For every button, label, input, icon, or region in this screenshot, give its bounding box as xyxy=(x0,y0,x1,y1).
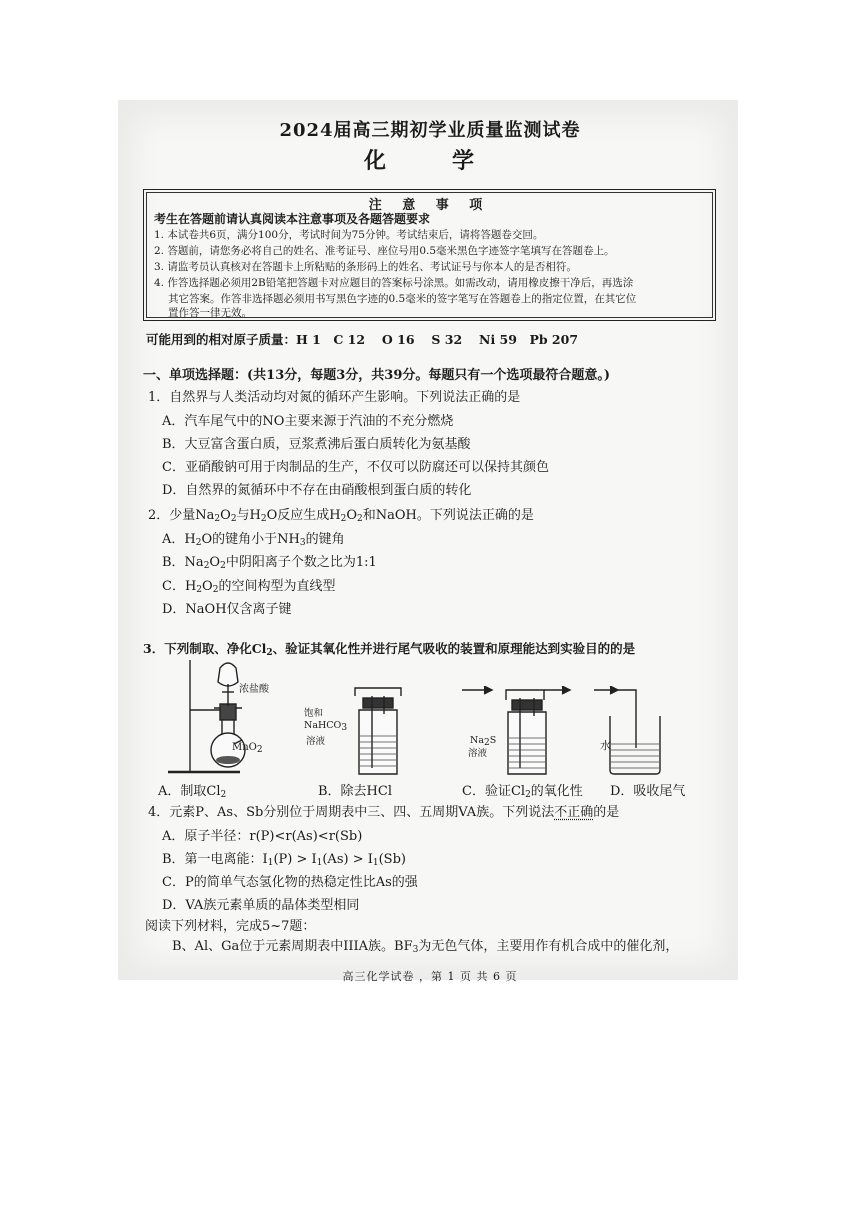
notice-item: 其它答案。作答非选择题必须用书写黑色字迹的0.5毫米的签字笔写在答题卷上的指定位置，在其它位 xyxy=(168,293,637,305)
label-saturated: 饱和 xyxy=(304,708,324,719)
notice-item: 2. 答题前，请您务必将自己的姓名、准考证号、座位号用0.5毫米黑色字迹签字笔填写在答题卷上。 xyxy=(154,245,615,257)
reading-material: B、Al、Ga位于元素周期表中IIIA族。$BF_3$为无色气体，主要用作有机合成中的催化剂， xyxy=(172,939,679,955)
label-nahco3: NaHCO$_3$ xyxy=(304,720,348,733)
caption-a: A．制取$Cl_2$ xyxy=(158,784,227,800)
q2-option-c: C．$H_2O_2$的空间构型为直线型 xyxy=(162,579,336,595)
notice-box xyxy=(143,189,716,321)
q4-option-c: C．P的简单气态氢化物的热稳定性比As的强 xyxy=(162,875,418,890)
label-mno2: MnO$_2$ xyxy=(232,742,263,755)
apparatus-b-diagram xyxy=(345,686,415,778)
question-3-stem: 3．下列制取、净化$Cl_2$、验证其氧化性并进行尾气吸收的装置和原理能达到实验目的的是 xyxy=(143,641,636,658)
q2-option-d: D．NaOH仅含离子键 xyxy=(162,602,292,617)
subject-title: 化 学 xyxy=(363,148,496,174)
notice-heading: 注 意 事 项 xyxy=(368,198,491,213)
notice-intro: 考生在答题前请认真阅读本注意事项及各题答题要求 xyxy=(154,212,431,226)
label-conc-hcl: 浓盐酸 xyxy=(239,684,269,695)
notice-item: 1. 本试卷共6页，满分100分，考试时间为75分钟。考试结束后，请将答题卷交回。 xyxy=(154,229,544,241)
exam-title: 2024届高三期初学业质量监测试卷 xyxy=(279,120,581,141)
q4-option-a: A．原子半径：r(P)<r(As)<r(Sb) xyxy=(162,829,363,844)
q1-option-a: A．汽车尾气中的NO主要来源于汽油的不充分燃烧 xyxy=(162,414,454,429)
apparatus-c-diagram xyxy=(462,686,572,778)
notice-item: 3. 请监考员认真核对在答题卡上所粘贴的条形码上的姓名、考试证号与你本人的是否相符。 xyxy=(154,261,577,273)
label-water: 水 xyxy=(600,739,611,752)
question-1-stem: 1．自然界与人类活动均对氮的循环产生影响。下列说法正确的是 xyxy=(148,390,521,405)
caption-c: C．验证$Cl_2$的氧化性 xyxy=(462,784,583,800)
q1-option-b: B．大豆富含蛋白质，豆浆煮沸后蛋白质转化为氨基酸 xyxy=(162,437,471,452)
apparatus-d-diagram xyxy=(592,686,672,778)
caption-b: B．除去HCl xyxy=(318,784,392,799)
q2-option-b: B．$Na_2O_2$中阴阳离子个数之比为1:1 xyxy=(162,555,377,571)
apparatus-a-diagram xyxy=(150,660,270,778)
q4-option-b: B．第一电离能：$I_1(P) > I_1(As) > I_1(Sb)$ xyxy=(162,852,406,868)
q4-option-d: D．VA族元素单质的晶体类型相同 xyxy=(162,898,360,913)
q2-option-a: A．$H_2O$的键角小于$NH_3$的键角 xyxy=(162,532,345,548)
section-heading: 一、单项选择题：(共13分，每题3分，共39分。每题只有一个选项最符合题意。) xyxy=(143,368,611,383)
notice-item: 置作答一律无效。 xyxy=(168,307,252,319)
caption-d: D．吸收尾气 xyxy=(610,784,686,799)
label-solution-b: 溶液 xyxy=(306,736,326,747)
reading-instruction: 阅读下列材料，完成5~7题： xyxy=(145,919,316,934)
label-na2s: $Na_2S$ xyxy=(470,735,497,748)
atomic-masses: 可能用到的相对原子质量：H 1 C 12 O 16 S 32 Ni 59 Pb 207 xyxy=(146,332,579,347)
page-footer: 高三化学试卷 ，第 1 页 共 6 页 xyxy=(342,970,518,983)
question-2-stem: 2．少量$Na_2O_2$与$H_2O$反应生成$H_2O_2$和NaOH。下列说法正确的是 xyxy=(148,508,534,524)
q1-option-c: C．亚硝酸钠可用于肉制品的生产，不仅可以防腐还可以保持其颜色 xyxy=(162,460,549,475)
q1-option-d: D．自然界的氮循环中不存在由硝酸根到蛋白质的转化 xyxy=(162,483,472,498)
notice-item: 4. 作答选择题必须用2B铅笔把答题卡对应题目的答案标号涂黑。如需改动，请用橡皮擦干净后，再选涂 xyxy=(154,277,634,289)
question-4-stem: 4．元素P、As、Sb分别位于周期表中三、四、五周期VA族。下列说法不正确的是 xyxy=(148,805,620,820)
label-solution-c: 溶液 xyxy=(468,748,488,759)
